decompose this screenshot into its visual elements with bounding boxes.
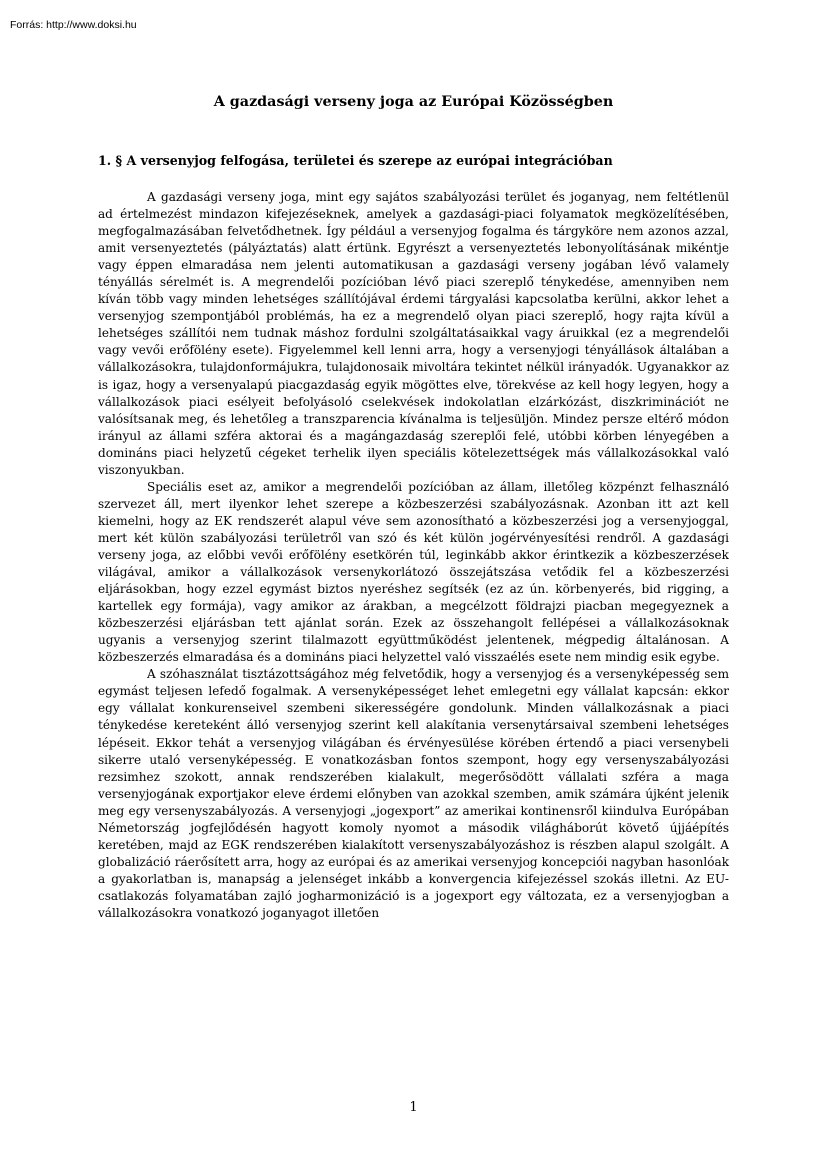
section-heading: 1. § A versenyjog felfogása, területei és szerepe az európai integrációban xyxy=(98,153,613,168)
document-title: A gazdasági verseny joga az Európai Közösségben xyxy=(213,94,614,110)
paragraph: A gazdasági verseny joga, mint egy sajátos szabályozási terület és joganyag, nem feltétlenül ad értelmezést mindazon kifejezéseknek, amelyek a gazdasági-piaci folyamatok megközelítésében, megfogalmazásában felvetődhetnek. Így például a versenyjog fogalma és tárgyköre nem azonos azzal, amit versenyeztetés (pályáztatás) alatt értünk. Egyrészt a versenyeztetés lebonyolításának mikéntje vagy éppen elmaradása nem jelenti automatikusan a gazdasági verseny jogában lévő valamely tényállás sérelmét is. A megrendelői pozícióban lévő piaci szereplő ténykedése, amennyiben nem kíván több vagy minden lehetséges szállítójával érdemi tárgyalási kapcsolatba kerülni, akkor lehet a versenyjog szempontjából problémás, ha ez a megrendelő olyan piaci szereplő, hogy rajta kívül a lehetséges szállítói nem tudnak máshoz fordulni szolgáltatásaikkal vagy áruikkal (ez a megrendelői vagy vevői erőfölény esete). Figyelemmel kell lenni arra, hogy a versenyjogi tényállások általában a vállalkozásokra, tulajdonformájukra, tulajdonosaik mivoltára tekintet nélkül irányadók. Ugyanakkor az is igaz, hogy a versenyalapú piacgazdaság egyik mögöttes elve, törekvése az kell hogy legyen, hogy a vállalkozások piaci esélyeit befolyásoló cselekvések indokolatlan elzárkózást, diszkriminációt ne valósítsanak meg, és lehetőleg a transzparencia kívánalma is teljesüljön. Mindez persze eltérő módon irányul az állami szféra aktorai és a magángazdaság szereplői felé, utóbbi körben lényegében a domináns piaci helyzetű cégeket terhelik ilyen speciális kötelezettségek más vállalkozásokkal való viszonyukban. xyxy=(98,190,729,477)
page-number: 1 xyxy=(409,1100,418,1115)
paragraph: A szóhasználat tisztázottságához még felvetődik, hogy a versenyjog és a versenyképesség sem egymást teljesen lefedő fogalmak. A versenyképességet lehet emlegetni egy vállalat kapcsán: ekkor egy vállalat konkurenseivel szembeni sikerességére gondolunk. Minden vállalkozásnak a piaci ténykedése kereteként álló versenyjog szerint kell alakítania versenytársaival szembeni lehetséges lépéseit. Ekkor tehát a versenyjog világában és érvényesülése körében értendő a piaci versenybeli sikerre utaló versenyképesség. E vonatkozásban fontos szempont, hogy egy versenyszabályozási rezsimhez szokott, annak rendszerében kialakult, megerősödött vállalati szféra a maga versenyjogának exportjakor eleve érdemi előnyben van azokkal szemben, amik számára újként jelenik meg egy versenyszabályozás. A versenyjogi „jogexport” az amerikai kontinensről kiindulva Európában Németország jogfejlődésén hagyott komoly nyomot a második világháborút követő újjáépítés keretében, majd az EGK rendszerében kialakított versenyszabályozáshoz is részben alapul szolgált. A globalizáció ráerősített arra, hogy az európai és az amerikai versenyjog koncepciói nagyban hasonlóak a gyakorlatban is, manapság a jelenséget inkább a konvergencia kifejezéssel szokás illetni. Az EU-csatlakozás folyamatában zajló jogharmonizáció is a jogexport egy változata, ez a versenyjogban a vállalkozásokra vonatkozó joganyagot illetően xyxy=(98,667,729,920)
source-note: Forrás: http://www.doksi.hu xyxy=(10,19,137,31)
body-text xyxy=(98,189,729,922)
paragraph: Speciális eset az, amikor a megrendelői pozícióban az állam, illetőleg közpénzt felhasználó szervezet áll, mert ilyenkor lehet szerepe a közbeszerzési szabályozásnak. Azonban itt azt kell kiemelni, hogy az EK rendszerét alapul véve sem azonosítható a közbeszerzési jog a versenyjoggal, mert két külön szabályozási területről van szó és két külön jogérvényesítési rendről. A gazdasági verseny joga, az előbbi vevői erőfölény esetkörén túl, leginkább akkor érintkezik a közbeszerzések világával, amikor a vállalkozások versenykorlátozó összejátszása vetődik fel a közbeszerzési eljárásokban, hogy ezzel egymást biztos nyeréshez segítsék (ez az ún. körbenyerés, bid rigging, a kartellek egy formája), vagy amikor az árakban, a megcélzott földrajzi piacban megegyeznek a közbeszerzési eljárásban tett ajánlat során. Ezek az összehangolt fellépései a vállalkozásoknak ugyanis a versenyjog szerint tilalmazott együttműködést jelentenek, mégpedig általánosan. A közbeszerzés elmaradása és a domináns piaci helyzettel való visszaélés esete nem mindig esik egybe. xyxy=(98,479,729,665)
